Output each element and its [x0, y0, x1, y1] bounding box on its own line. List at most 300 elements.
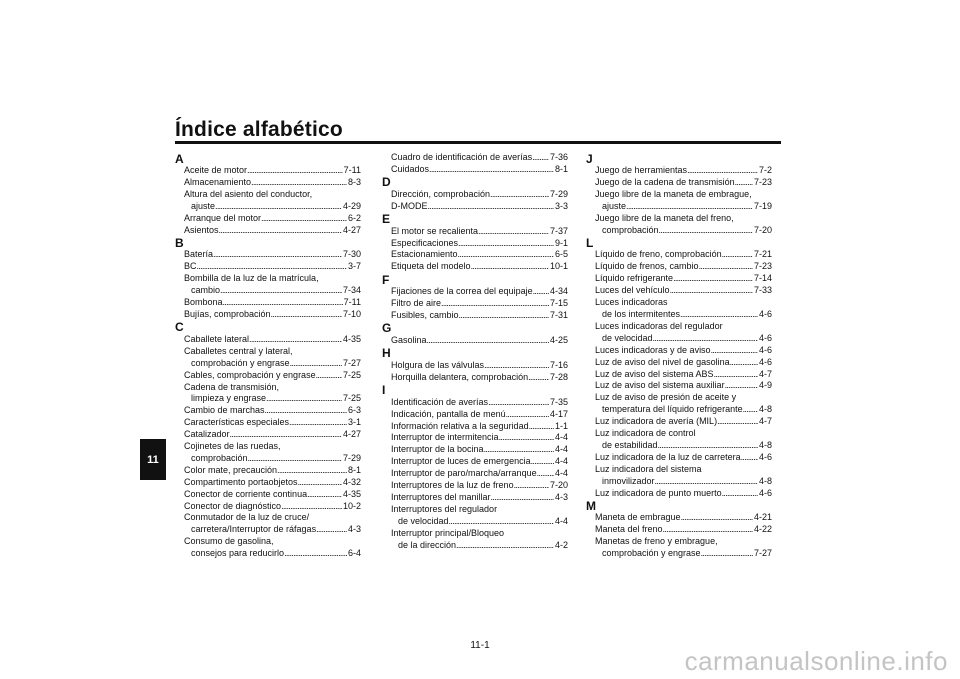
index-entry-text: Luz de aviso del sistema ABS — [595, 368, 714, 379]
dot-leader — [533, 286, 549, 298]
index-page-ref: 7-11 — [343, 297, 361, 308]
index-entry — [391, 335, 568, 347]
index-entry — [184, 477, 361, 489]
index-entry — [184, 189, 361, 213]
index-entry — [184, 370, 361, 382]
index-entry — [184, 382, 361, 406]
dot-leader — [249, 334, 342, 346]
index-page-ref: 4-7 — [758, 416, 772, 427]
dot-leader — [687, 165, 758, 177]
index-page-ref: 4-27 — [342, 224, 361, 235]
dot-leader — [653, 333, 758, 345]
index-entry-text: Juego libre de la maneta del freno, — [595, 212, 734, 223]
index-page-ref: 7-25 — [342, 369, 361, 380]
index-letter: I — [382, 383, 386, 398]
dot-leader — [298, 477, 342, 489]
index-entry — [595, 416, 772, 428]
index-entry-text: Cadena de transmisión, — [184, 381, 280, 392]
index-entry — [595, 177, 772, 189]
index-entry — [595, 369, 772, 381]
index-entry — [391, 456, 568, 468]
index-entry — [391, 432, 568, 444]
index-entry-text: Especificaciones — [391, 237, 459, 248]
dot-leader — [449, 516, 554, 528]
index-letter: C — [175, 320, 184, 335]
index-entry — [391, 372, 568, 384]
index-entry-text: Conector de corriente continua — [184, 488, 308, 499]
dot-leader — [681, 512, 753, 524]
index-entry — [184, 465, 361, 477]
index-page-ref: 4-6 — [758, 332, 772, 343]
index-entry — [184, 441, 361, 465]
index-entry — [595, 273, 772, 285]
dot-leader — [699, 261, 753, 273]
dot-leader — [478, 226, 549, 238]
index-entry-text: Bombona — [184, 297, 223, 308]
index-page-ref: 3-3 — [554, 200, 568, 211]
index-entry — [595, 524, 772, 536]
index-entry-text: comprobación y engrase — [191, 357, 290, 368]
index-page-ref: 1-1 — [554, 420, 568, 431]
dot-leader — [428, 201, 554, 213]
dot-leader — [316, 370, 342, 382]
dot-leader — [717, 416, 758, 428]
dot-leader — [730, 357, 758, 369]
index-page-ref: 7-15 — [549, 298, 568, 309]
index-entry — [184, 249, 361, 261]
index-entry-text: Interruptores del regulador — [391, 503, 498, 514]
index-page-ref: 7-34 — [342, 285, 361, 296]
index-entry — [595, 392, 772, 416]
index-entry — [595, 189, 772, 213]
index-entry-text: Cuidados — [391, 163, 430, 174]
index-entry-text: consejos para reducirlo — [191, 548, 285, 559]
index-entry-text: Cambio de marchas — [184, 405, 265, 416]
index-entry — [184, 177, 361, 189]
index-entry — [595, 261, 772, 273]
index-entry — [595, 297, 772, 321]
index-entry-text: de velocidad — [602, 332, 653, 343]
index-page-ref: 7-33 — [753, 285, 772, 296]
index-letter: J — [586, 151, 593, 166]
index-page-ref: 7-20 — [753, 224, 772, 235]
index-page-ref: 8-3 — [347, 176, 361, 187]
index-entry-text: Interruptor de luces de emergencia — [391, 456, 531, 467]
index-page-ref: 3-1 — [347, 417, 361, 428]
index-entry — [391, 189, 568, 201]
dot-leader — [219, 225, 342, 237]
dot-leader — [491, 492, 554, 504]
index-entry — [391, 480, 568, 492]
dot-leader — [220, 285, 342, 297]
index-page-ref: 6-4 — [347, 548, 361, 559]
dot-leader — [261, 213, 347, 225]
index-page-ref: 4-3 — [554, 491, 568, 502]
index-entry-text: Aceite de motor — [184, 165, 248, 175]
index-page-ref: 4-7 — [758, 368, 772, 379]
index-page-ref: 8-1 — [554, 163, 568, 174]
index-page-ref: 4-2 — [554, 539, 568, 550]
index-entry — [391, 298, 568, 310]
dot-leader — [514, 480, 549, 492]
index-entry-text: Información relativa a la seguridad — [391, 420, 529, 431]
index-page-ref: 4-8 — [758, 439, 772, 450]
dot-leader — [532, 152, 549, 164]
index-entry-text: Arranque del motor — [184, 212, 262, 223]
index-letter: D — [382, 175, 391, 190]
index-page-ref: 7-29 — [549, 188, 568, 199]
dot-leader — [471, 261, 549, 273]
index-page-ref: 4-17 — [549, 408, 568, 419]
dot-leader — [725, 380, 758, 392]
index-entry-text: Horquilla delantera, comprobación — [391, 371, 529, 382]
index-entry — [391, 468, 568, 480]
index-page-ref: 10-2 — [342, 500, 361, 511]
index-column-3 — [586, 152, 772, 560]
index-entry — [595, 357, 772, 369]
dot-leader — [673, 273, 753, 285]
index-entry-text: Juego de herramientas — [595, 165, 688, 175]
index-entry-text: inmovilizador — [602, 475, 655, 486]
index-page-ref: 6-5 — [554, 249, 568, 260]
index-page-ref: 4-8 — [758, 404, 772, 415]
index-entry — [184, 429, 361, 441]
index-page-ref: 4-25 — [549, 334, 568, 345]
index-page-ref: 7-19 — [753, 200, 772, 211]
dot-leader — [701, 548, 753, 560]
index-entry — [184, 225, 361, 237]
dot-leader — [458, 249, 554, 261]
index-entry-text: de los intermitentes — [602, 308, 681, 319]
index-entry — [391, 504, 568, 528]
index-entry — [595, 249, 772, 261]
index-page-ref: 7-25 — [342, 393, 361, 404]
dot-leader — [663, 524, 753, 536]
index-entry — [184, 309, 361, 321]
index-letter: A — [175, 151, 184, 166]
index-page-ref: 3-7 — [347, 261, 361, 272]
index-entry — [184, 489, 361, 501]
index-entry — [184, 536, 361, 560]
index-page-ref: 9-1 — [554, 237, 568, 248]
index-page-ref: 4-35 — [342, 333, 361, 344]
index-letter: E — [382, 212, 391, 227]
dot-leader — [197, 261, 347, 273]
dot-leader — [459, 310, 549, 322]
index-entry-text: Color mate, precaución — [184, 464, 278, 475]
page-title: Índice alfabético — [175, 118, 343, 141]
index-entry — [391, 492, 568, 504]
index-page-ref: 7-10 — [342, 308, 361, 319]
dot-leader — [659, 225, 753, 237]
dot-leader — [499, 432, 554, 444]
index-entry-text: comprobación y engrase — [602, 548, 701, 559]
index-entry-text: cambio — [191, 285, 221, 296]
index-page-ref: 4-27 — [342, 429, 361, 440]
dot-leader — [680, 309, 758, 321]
dot-leader — [722, 488, 758, 500]
index-page-ref: 4-8 — [758, 475, 772, 486]
index-entry-text: Luces del vehículo — [595, 285, 670, 296]
index-page-ref: 7-27 — [753, 548, 772, 559]
index-page-ref: 7-21 — [753, 249, 772, 260]
index-entry-text: de velocidad — [398, 515, 449, 526]
index-entry — [184, 334, 361, 346]
index-entry — [391, 310, 568, 322]
dot-leader — [281, 501, 342, 513]
dot-leader — [670, 285, 753, 297]
index-entry-text: Interruptor principal/Bloqueo — [391, 527, 505, 538]
index-page-ref: 7-37 — [549, 225, 568, 236]
index-entry-text: Juego de la cadena de transmisión — [595, 176, 735, 187]
index-page-ref: 7-2 — [758, 165, 772, 175]
index-page-ref: 4-4 — [554, 444, 568, 455]
index-page-ref: 10-1 — [549, 261, 568, 272]
index-entry-text: El motor se recalienta — [391, 225, 479, 236]
index-entry — [184, 165, 361, 177]
dot-leader — [277, 465, 347, 477]
index-entry-text: Características especiales — [184, 417, 290, 428]
index-entry-text: Maneta del freno — [595, 524, 663, 535]
index-entry-text: Etiqueta del modelo — [391, 261, 471, 272]
dot-leader — [741, 452, 758, 464]
dot-leader — [456, 540, 554, 552]
index-entry — [391, 286, 568, 298]
index-entry-text: Batería — [184, 249, 214, 260]
dot-leader — [458, 238, 554, 250]
index-entry-text: Interruptores del manillar — [391, 491, 491, 502]
index-page-ref: 7-20 — [549, 480, 568, 491]
index-page-ref: 7-23 — [753, 261, 772, 272]
dot-leader — [247, 165, 343, 177]
index-page-ref: 4-4 — [554, 468, 568, 479]
index-entry-text: Cuadro de identificación de averías — [391, 152, 533, 162]
index-entry-text: Dirección, comprobación — [391, 188, 491, 199]
dot-leader — [506, 409, 549, 421]
index-page-ref: 4-21 — [753, 512, 772, 523]
index-entry-text: comprobación — [191, 452, 248, 463]
index-entry-text: Estacionamiento — [391, 249, 458, 260]
dot-leader — [714, 369, 758, 381]
dot-leader — [284, 548, 347, 560]
index-entry-text: Almacenamiento — [184, 176, 252, 187]
index-entry-text: Luz indicadora del sistema — [595, 463, 702, 474]
index-entry-text: temperatura del líquido refrigerante — [602, 404, 743, 415]
index-entry — [391, 261, 568, 273]
index-entry-text: Caballetes central y lateral, — [184, 345, 293, 356]
page-number: 11-1 — [470, 640, 490, 651]
title-rule — [175, 141, 781, 144]
index-page-ref: 7-11 — [343, 165, 361, 175]
index-entry-text: Compartimento portaobjetos — [184, 476, 298, 487]
index-entry — [595, 428, 772, 452]
index-page-ref: 8-1 — [347, 464, 361, 475]
index-page-ref: 7-36 — [549, 152, 568, 162]
index-entry-text: Altura del asiento del conductor, — [184, 188, 313, 199]
index-page-ref: 4-4 — [554, 456, 568, 467]
dot-leader — [265, 405, 347, 417]
dot-leader — [223, 297, 343, 309]
dot-leader — [307, 489, 342, 501]
index-entry-text: Consumo de gasolina, — [184, 536, 274, 547]
index-entry-text: ajuste — [602, 200, 627, 211]
index-entry-text: ajuste — [191, 200, 216, 211]
index-entry — [391, 238, 568, 250]
index-page-ref: 7-16 — [549, 359, 568, 370]
chapter-tab: 11 — [140, 439, 166, 480]
index-entry-text: limpieza y engrase — [191, 393, 267, 404]
index-page-ref: 4-6 — [758, 487, 772, 498]
index-page-ref: 7-30 — [342, 249, 361, 260]
index-entry-text: Luz indicadora de la luz de carretera — [595, 451, 741, 462]
index-page-ref: 4-35 — [342, 488, 361, 499]
index-entry — [595, 380, 772, 392]
index-entry-text: Bujías, comprobación — [184, 308, 271, 319]
index-entry — [595, 464, 772, 488]
index-entry-text: Líquido de freno, comprobación — [595, 249, 722, 260]
index-letter: G — [382, 321, 392, 336]
dot-leader — [528, 372, 549, 384]
index-entry-text: Indicación, pantalla de menú — [391, 408, 506, 419]
index-column-2 — [382, 152, 568, 551]
index-entry — [391, 409, 568, 421]
dot-leader — [429, 164, 554, 176]
dot-leader — [290, 358, 342, 370]
index-entry — [391, 201, 568, 213]
index-entry-text: Holgura de las válvulas — [391, 359, 485, 370]
dot-leader — [529, 421, 554, 433]
dot-leader — [537, 468, 554, 480]
index-entry — [391, 164, 568, 176]
index-entry-text: Asientos — [184, 224, 219, 235]
index-entry-text: Filtro de aire — [391, 298, 442, 309]
index-entry — [391, 226, 568, 238]
index-page-ref: 4-29 — [342, 200, 361, 211]
dot-leader — [289, 417, 347, 429]
dot-leader — [531, 456, 554, 468]
index-entry — [595, 321, 772, 345]
index-entry-text: D-MODE — [391, 200, 428, 211]
dot-leader — [251, 177, 347, 189]
index-page-ref: 7-29 — [342, 452, 361, 463]
index-entry-text: BC — [184, 261, 197, 272]
index-entry-text: Interruptor de intermitencia — [391, 432, 499, 443]
index-entry — [184, 261, 361, 273]
index-entry-text: Luz de aviso del sistema auxiliar — [595, 380, 725, 391]
index-entry-text: carretera/Interruptor de ráfagas — [191, 524, 317, 535]
index-entry-text: Catalizador — [184, 429, 230, 440]
index-entry — [391, 528, 568, 552]
index-entry-text: Luz de aviso de presión de aceite y — [595, 392, 737, 403]
index-letter: M — [586, 498, 596, 513]
index-page-ref: 6-3 — [347, 405, 361, 416]
index-entry-text: Interruptor de paro/marcha/arranque — [391, 468, 537, 479]
index-entry — [595, 345, 772, 357]
index-entry-text: de la dirección — [398, 539, 457, 550]
index-entry — [391, 152, 568, 164]
dot-leader — [711, 345, 758, 357]
index-entry-text: comprobación — [602, 224, 659, 235]
index-page-ref: 4-9 — [758, 380, 772, 391]
index-page-ref: 4-32 — [342, 476, 361, 487]
index-entry — [184, 501, 361, 513]
index-page-ref: 4-6 — [758, 451, 772, 462]
index-entry-text: Luz de aviso del nivel de gasolina — [595, 356, 730, 367]
index-entry-text: Líquido refrigerante — [595, 273, 674, 284]
dot-leader — [484, 360, 549, 372]
index-column-1 — [175, 152, 361, 560]
index-letter: H — [382, 346, 391, 361]
index-entry-text: de estabilidad — [602, 439, 658, 450]
dot-leader — [248, 453, 342, 465]
index-page-ref: 4-4 — [554, 515, 568, 526]
index-entry — [595, 213, 772, 237]
index-entry-text: Gasolina — [391, 334, 427, 345]
index-entry-text: Bombilla de la luz de la matrícula, — [184, 273, 319, 284]
index-entry-text: Líquido de frenos, cambio — [595, 261, 699, 272]
dot-leader — [230, 429, 342, 441]
index-entry-text: Identificación de averías — [391, 396, 489, 407]
dot-leader — [626, 201, 753, 213]
dot-leader — [427, 335, 549, 347]
index-letter: F — [382, 272, 390, 287]
index-entry-text: Luz indicadora de punto muerto — [595, 487, 722, 498]
index-page-ref: 7-14 — [753, 273, 772, 284]
dot-leader — [441, 298, 549, 310]
index-page-ref: 4-3 — [347, 524, 361, 535]
index-entry — [184, 273, 361, 297]
index-entry-text: Luces indicadoras del regulador — [595, 320, 723, 331]
index-entry — [391, 444, 568, 456]
index-entry — [391, 249, 568, 261]
index-entry-text: Luces indicadoras y de aviso — [595, 344, 711, 355]
index-entry — [595, 165, 772, 177]
index-page-ref: 4-6 — [758, 356, 772, 367]
dot-leader — [215, 201, 342, 213]
index-entry — [391, 360, 568, 372]
dot-leader — [490, 189, 549, 201]
dot-leader — [213, 249, 342, 261]
index-page-ref: 4-4 — [554, 432, 568, 443]
index-entry — [595, 512, 772, 524]
index-page-ref: 7-23 — [753, 176, 772, 187]
index-entry-text: Conector de diagnóstico — [184, 500, 282, 511]
dot-leader — [743, 404, 758, 416]
index-entry — [184, 405, 361, 417]
index-entry — [595, 285, 772, 297]
index-entry-text: Caballete lateral — [184, 333, 250, 344]
index-page-ref: 7-35 — [549, 396, 568, 407]
index-entry-text: Cojinetes de las ruedas, — [184, 441, 281, 452]
dot-leader — [722, 249, 753, 261]
index-entry — [184, 297, 361, 309]
dot-leader — [316, 524, 347, 536]
index-page-ref: 7-31 — [549, 310, 568, 321]
index-page-ref: 7-28 — [549, 371, 568, 382]
index-entry-text: Fijaciones de la correa del equipaje — [391, 286, 533, 297]
index-page-ref: 4-6 — [758, 344, 772, 355]
index-entry-text: Luces indicadoras — [595, 297, 668, 308]
index-entry — [184, 213, 361, 225]
index-entry-text: Interruptor de la bocina — [391, 444, 484, 455]
index-entry-text: Luz indicadora de avería (MIL) — [595, 416, 718, 427]
index-entry — [595, 536, 772, 560]
index-letter: L — [586, 235, 594, 250]
index-entry-text: Conmutador de la luz de cruce/ — [184, 512, 310, 523]
index-entry — [184, 512, 361, 536]
index-entry — [595, 488, 772, 500]
index-entry-text: Maneta de embrague — [595, 512, 681, 523]
